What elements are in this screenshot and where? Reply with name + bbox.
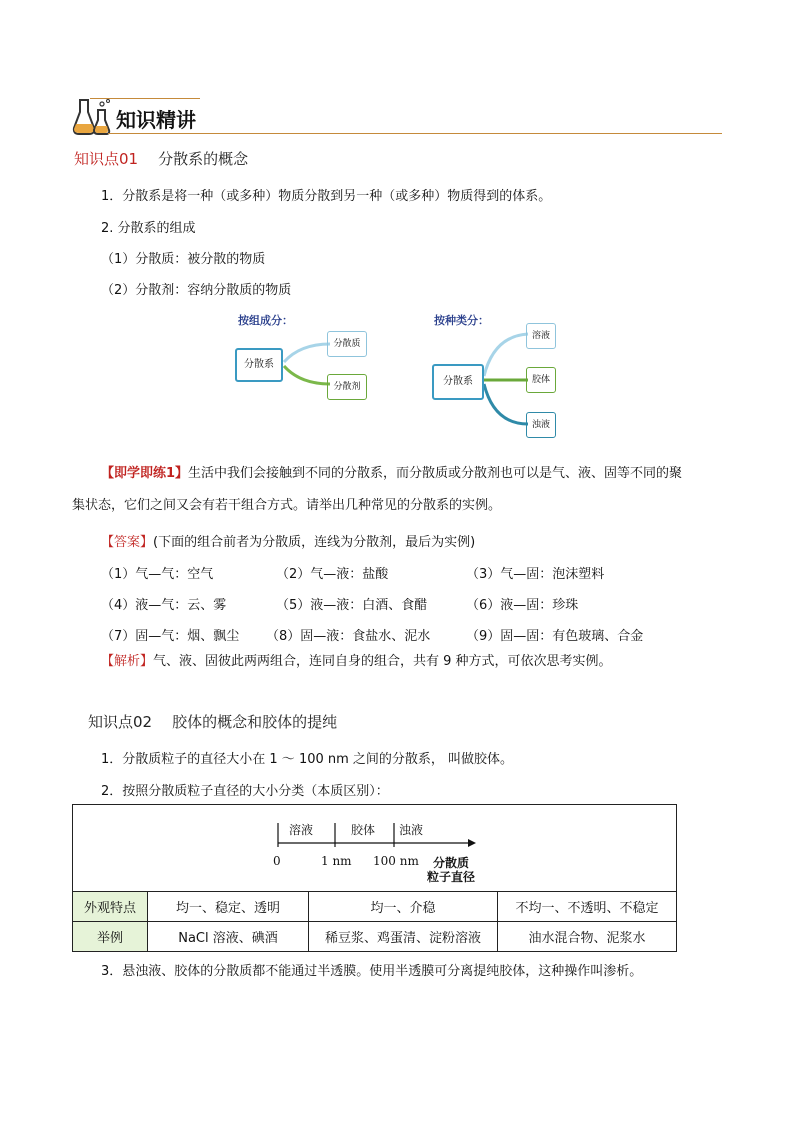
- answer-row-2-col-3: （6）液—固：珍珠: [466, 598, 579, 613]
- particle-size-scale: [263, 815, 563, 887]
- kp1-title: 分散系的概念: [158, 150, 249, 168]
- kp2-paragraph-1: 1．分散质粒子的直径大小在 1 ～ 100 nm 之间的分散系， 叫做胶体。: [101, 752, 514, 767]
- mindmap-right-center-node: 分散系: [432, 364, 484, 400]
- mindmap-by-type: [428, 306, 568, 442]
- table-row-examples: [73, 922, 677, 952]
- answer-row-2-col-1: （4）液—气：云、雾: [101, 598, 227, 613]
- analysis-tag: 【解析】: [101, 654, 154, 669]
- answer-row-3-col-1: （7）固—气：烟、飘尘: [101, 629, 240, 644]
- answer-note: (下面的组合前者为分散质，连线为分散剂，最后为实例): [153, 535, 476, 550]
- answer-row-3-col-2: （8）固—液：食盐水、泥水: [266, 629, 431, 644]
- answer-row-1-col-3: （3）气—固：泡沫塑料: [466, 567, 605, 582]
- mindmap-left-node-solute: 分散质: [327, 331, 367, 357]
- table-cell-examples-colloid: 稀豆浆、鸡蛋清、淀粉溶液: [309, 922, 498, 952]
- scale-segment-colloid: 胶体: [351, 823, 376, 837]
- scale-tick-0: 0: [273, 854, 281, 868]
- kp1-paragraph-2: 2. 分散系的组成: [101, 221, 196, 236]
- scale-segment-suspension: 浊液: [399, 823, 424, 837]
- exercise-text-1: 生活中我们会接触到不同的分散系，而分散质或分散剂也可以是气、液、固等不同的聚: [188, 466, 683, 481]
- kp1-number: 知识点01: [74, 150, 139, 168]
- mindmap-right-node-colloid: 胶体: [526, 367, 556, 393]
- answer-tag: 【答案】: [101, 535, 154, 550]
- scale-tick-1nm: 1 nm: [321, 854, 352, 868]
- table-cell-appearance-suspension: 不均一、不透明、不稳定: [498, 892, 677, 922]
- answer-row-2-col-2: （5）液—液：白酒、食醋: [276, 598, 428, 613]
- banner-rule: [108, 133, 722, 135]
- table-cell-examples-suspension: 油水混合物、泥浆水: [498, 922, 677, 952]
- analysis-line: [101, 650, 612, 669]
- kp1-paragraph-1: 1．分散系是将一种（或多种）物质分散到另一种（或多种）物质得到的体系。: [101, 189, 552, 204]
- table-row-appearance: [73, 892, 677, 922]
- analysis-text: 气、液、固彼此两两组合，连同自身的组合，共有 9 种方式，可依次思考实例。: [153, 654, 612, 669]
- kp2-title: 胶体的概念和胶体的提纯: [172, 713, 338, 731]
- answer-row-3-col-3: （9）固—固：有色玻璃、合金: [466, 629, 644, 644]
- particle-size-scale-cell: [73, 805, 677, 892]
- exercise-tag: 【即学即练1】: [101, 466, 189, 481]
- kp2-heading: [88, 711, 337, 732]
- scale-axis-label-2: 粒子直径: [427, 870, 476, 884]
- kp1-heading: [74, 148, 248, 169]
- scale-tick-100nm: 100 nm: [373, 854, 419, 868]
- kp1-paragraph-4: （2）分散剂：容纳分散质的物质: [101, 283, 292, 298]
- table-cell-appearance-solution: 均一、稳定、透明: [148, 892, 309, 922]
- answer-row-1-col-2: （2）气—液：盐酸: [276, 567, 389, 582]
- mindmap-left-node-solvent: 分散剂: [327, 374, 367, 400]
- mindmap-by-composition: [230, 304, 380, 408]
- answer-row-1-col-1: （1）气—气：空气: [101, 567, 214, 582]
- kp2-paragraph-3: 3．悬浊液、胶体的分散质都不能通过半透膜。使用半透膜可分离提纯胶体，这种操作叫渗析。: [101, 964, 643, 979]
- chemistry-flask-icon: [72, 96, 114, 136]
- table-cell-examples-solution: NaCl 溶液、碘酒: [148, 922, 309, 952]
- banner-title: 知识精讲: [116, 108, 196, 132]
- table-header-examples: 举例: [73, 922, 148, 952]
- exercise-line-1: [101, 462, 682, 481]
- kp1-paragraph-3: （1）分散质：被分散的物质: [101, 252, 266, 267]
- table-cell-appearance-colloid: 均一、介稳: [309, 892, 498, 922]
- section-banner: [72, 94, 722, 138]
- mindmap-left-label: 按组成分：: [238, 314, 293, 327]
- mindmap-left-center-node: 分散系: [235, 348, 283, 382]
- mindmap-right-node-suspension: 浊液: [526, 412, 556, 438]
- mindmap-right-node-solution: 溶液: [526, 323, 556, 349]
- scale-axis-label-1: 分散质: [433, 856, 470, 870]
- exercise-line-2: 集状态，它们之间又会有若干组合方式。请举出几种常见的分散系的实例。: [72, 498, 502, 513]
- kp2-number: 知识点02: [88, 713, 153, 731]
- scale-segment-solution: 溶液: [289, 823, 314, 837]
- table-header-appearance: 外观特点: [73, 892, 148, 922]
- mindmap-right-label: 按种类分：: [434, 314, 489, 327]
- kp2-paragraph-2: 2．按照分散质粒子直径的大小分类（本质区别）：: [101, 784, 389, 799]
- dispersion-classification-table: [72, 804, 677, 952]
- answer-line: [101, 531, 475, 550]
